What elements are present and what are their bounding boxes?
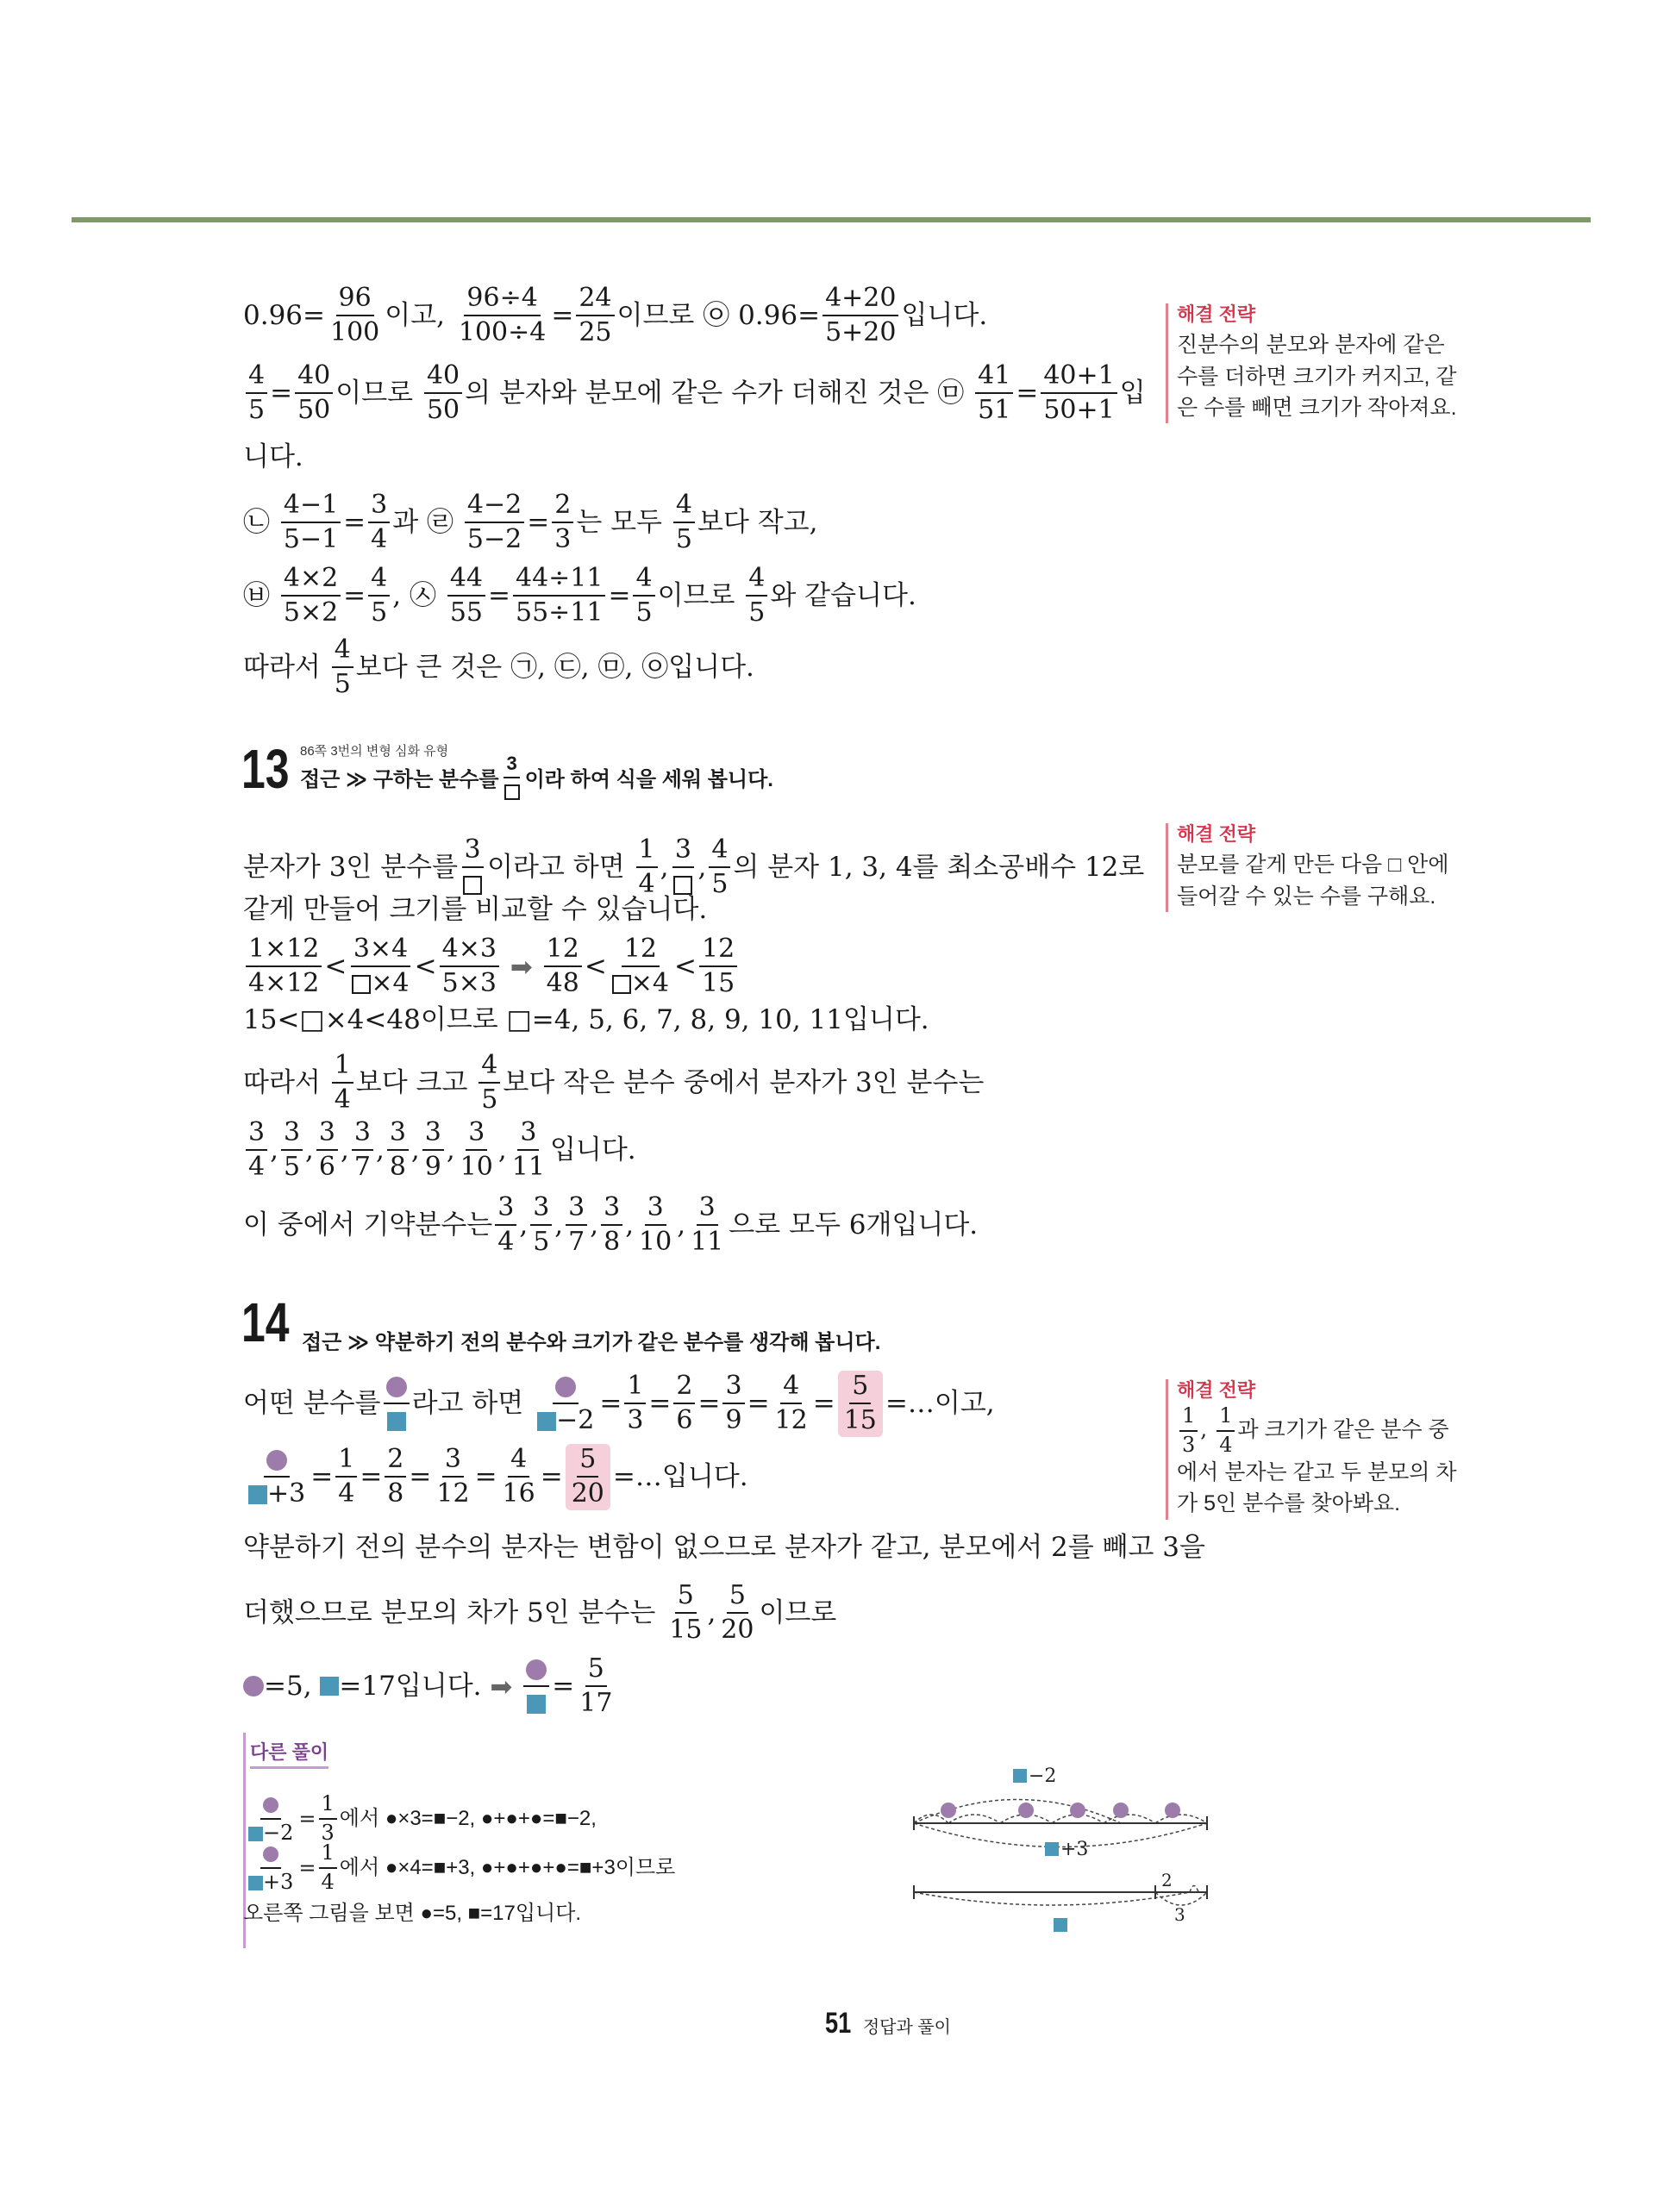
sol12-line6: 따라서 $\frac{4}{5}$ 보다 큰 것은 ㉠, ㉢, ㉤, ㉧입니다. — [243, 634, 754, 700]
square-symbol — [248, 1876, 263, 1890]
fraction: $\frac{1\times 12}{4\times 12}$ — [246, 935, 322, 998]
fraction: $\frac{12}{48}$ — [544, 935, 582, 998]
strategy-heading: 해결 전략 — [1177, 1379, 1256, 1401]
highlighted-fraction: $\frac{5}{15}$ — [838, 1371, 883, 1437]
sol12-line4: ㉡ $\frac{4-1}{5-1}$ = $\frac{3}{4}$ 과 ㉣ $\frac{4-2}{5-2}$ = $\frac{2}{3}$ 는 모두 $\frac{4}{5}$ 보다 작고, — [243, 490, 818, 555]
footer-title: 정답과 풀이 — [862, 2018, 951, 2037]
fraction: $\frac{4}{5}$ — [332, 636, 353, 699]
page-number: 51 — [825, 2007, 852, 2040]
fraction: $\frac{3\times 4}{\times 4}$ — [349, 935, 411, 998]
fraction: $\frac{4-2}{5-2}$ — [465, 491, 524, 554]
fraction: 3 — [460, 836, 485, 899]
sol12-line1: 0.96= $\frac{96}{100}$ 이고, $\frac{96\div 4}{100\div 4}$ = $\frac{24}{25}$ 이므로 ㉧ 0.96= $\frac{4+20}{5+20}$ 입니다. — [243, 283, 988, 348]
fraction: $\frac{5}{15}$ — [669, 1580, 703, 1646]
svg-text:+3: +3 — [1060, 1839, 1089, 1860]
fraction: $\frac{4}{5}$ — [709, 836, 730, 899]
fraction: +3 — [246, 1446, 308, 1509]
q14-line1: 어떤 분수를 라고 하면 −2 = $\frac{1}{3}$ = $\frac{2}{6}$ = $\frac{3}{9}$ = $\frac{4}{12}$ = $\frac{5}{15}$ =…이고, — [243, 1371, 995, 1436]
q14-line4: 더했으므로 분모의 차가 5인 분수는 $\frac{5}{15}$ , $\frac{5}{20}$ 이므로 — [243, 1580, 837, 1646]
fraction: $\frac{1}{3}$ — [319, 1793, 337, 1845]
question-number-13: 13 — [241, 738, 290, 800]
fraction: $\frac{40+1}{50+1}$ — [1041, 362, 1116, 425]
fraction: $\frac{4}{5}$ — [633, 565, 654, 628]
strategy-box-14 — [1166, 1379, 1461, 1520]
q13-line4: 15<□×4<48이므로 □=4, 5, 6, 7, 8, 9, 10, 11입니다. — [243, 1004, 929, 1035]
approach-13: 접근 ≫ 구하는 분수를 3 이라 하여 식을 세워 봅니다. — [300, 753, 773, 802]
strategy-text: 과 크기가 같은 분수 중 — [1237, 1417, 1449, 1442]
circle-symbol — [386, 1377, 407, 1397]
fraction: $\frac{2}{6}$ — [673, 1372, 695, 1435]
sol12-line2: $\frac{4}{5}$ = $\frac{40}{50}$ 이므로 $\frac{40}{50}$ 의 분자와 분모에 같은 수가 더해진 것은 ㉤ $\frac{41}{51}$ = $\frac{40+1}{50+1}$ 입 — [243, 362, 1146, 425]
fraction: $\frac{5}{17}$ — [579, 1653, 613, 1719]
strategy-text: 분모를 같게 만든 다음 □ 안에 들어갈 수 있는 수를 구해요. — [1177, 853, 1449, 909]
fraction: $\frac{1}{4}$ — [1217, 1405, 1235, 1457]
fraction: 3 — [502, 753, 522, 802]
page-footer — [825, 2007, 951, 2040]
alternative-solution-label: 다른 풀이 — [250, 1738, 328, 1769]
fraction: $\frac{3}{8}$ — [601, 1194, 622, 1257]
fraction: $\frac{1}{4}$ — [319, 1842, 337, 1894]
q13-line5: 따라서 $\frac{1}{4}$ 보다 크고 $\frac{4}{5}$ 보다 작은 분수 중에서 분자가 3인 분수는 — [243, 1050, 985, 1115]
fraction: +3 — [246, 1842, 296, 1894]
circle-symbol — [526, 1659, 547, 1680]
fraction: $\frac{4+20}{5+20}$ — [822, 284, 898, 347]
q13-line1: 분자가 3인 분수를 3 이라고 하면 $\frac{1}{4}$ , 3 , $\frac{4}{5}$ 의 분자 1, 3, 4를 최소공배수 12로 — [243, 834, 1145, 900]
circle-markers — [941, 1803, 1180, 1818]
fraction: $\frac{3}{6}$ — [316, 1119, 338, 1182]
circle-symbol — [243, 1676, 264, 1696]
fraction: $\frac{3}{5}$ — [530, 1194, 552, 1257]
q14-line5: =5, =17입니다. ➡ = $\frac{5}{17}$ — [243, 1655, 617, 1718]
strategy-heading: 해결 전략 — [1177, 823, 1256, 845]
fraction: $\frac{2}{8}$ — [385, 1446, 406, 1509]
strategy-fractions: $\frac{1}{3}$ , $\frac{1}{4}$ 과 크기가 같은 분수 중 — [1177, 1405, 1461, 1457]
fraction: $\frac{4}{5}$ — [246, 362, 267, 425]
fraction: $\frac{40}{50}$ — [295, 362, 333, 425]
circle-symbol — [555, 1377, 576, 1397]
arrow-icon: ➡ — [490, 1671, 513, 1702]
segment-diagram — [905, 1759, 1267, 1940]
fraction: $\frac{3}{4}$ — [368, 491, 390, 554]
strategy-heading: 해결 전략 — [1177, 303, 1256, 325]
fraction: $\frac{4\times 2}{5\times 2}$ — [281, 565, 341, 628]
fraction: $\frac{2}{3}$ — [552, 491, 573, 554]
circle-symbol — [263, 1797, 278, 1813]
fraction: $\frac{3}{11}$ — [511, 1117, 545, 1183]
fraction: $\frac{41}{51}$ — [975, 362, 1013, 425]
svg-text:3: 3 — [1174, 1904, 1185, 1925]
fraction: 3 — [671, 836, 695, 899]
fraction: $\frac{3}{10}$ — [639, 1192, 672, 1258]
fraction: $\frac{12}{\times 4}$ — [610, 935, 672, 998]
fraction: $\frac{44}{55}$ — [447, 565, 485, 628]
svg-text:2: 2 — [1161, 1870, 1173, 1890]
question-number-14: 14 — [241, 1291, 290, 1353]
fraction: $\frac{24}{25}$ — [576, 284, 614, 347]
circle-symbol — [263, 1846, 278, 1862]
square-marker — [1054, 1918, 1067, 1932]
fraction: $\frac{1}{3}$ — [1179, 1405, 1198, 1457]
fraction: $\frac{4\times 3}{5\times 3}$ — [440, 935, 499, 998]
fraction: $\frac{3}{9}$ — [722, 1372, 744, 1435]
strategy-text: 에서 분자는 같고 두 분모의 차가 5인 분수를 찾아봐요. — [1177, 1460, 1457, 1516]
square-marker — [1013, 1769, 1027, 1783]
q13-line6: $\frac{3}{4}$ , $\frac{3}{5}$ , $\frac{3}{6}$ , $\frac{3}{7}$ , $\frac{3}{8}$ , $\frac{3}{9}$ , $\frac{3}{10}$ , $\frac{3}{11}$ 입니다. — [243, 1119, 636, 1182]
arrow-icon: ➡ — [510, 951, 533, 982]
fraction: $\frac{4-1}{5-1}$ — [281, 491, 341, 554]
square-symbol — [248, 1827, 263, 1841]
fraction: $\frac{3}{11}$ — [691, 1192, 724, 1258]
fraction: $\frac{1}{4}$ — [332, 1052, 353, 1115]
strategy-text: 진분수의 분모와 분자에 같은 수를 더하면 크기가 커지고, 같은 수를 빼면 크기가 작아져요. — [1177, 333, 1457, 420]
fraction: $\frac{1}{4}$ — [335, 1446, 357, 1509]
fraction: $\frac{40}{50}$ — [424, 362, 462, 425]
fraction: −2 — [246, 1793, 296, 1845]
alt-row3: 오른쪽 그림을 보면 ●=5, ■=17입니다. — [243, 1902, 582, 1925]
fraction: $\frac{4}{5}$ — [746, 565, 767, 628]
fraction: $\frac{4}{5}$ — [368, 565, 390, 628]
fraction: $\frac{3}{10}$ — [460, 1117, 493, 1183]
fraction: $\frac{3}{7}$ — [566, 1194, 587, 1257]
svg-text:−2: −2 — [1029, 1765, 1057, 1787]
fraction — [384, 1372, 410, 1435]
square-symbol — [527, 1695, 546, 1714]
sol12-line5: ㉥ $\frac{4\times 2}{5\times 2}$ = $\frac{4}{5}$ , ㉦ $\frac{44}{55}$ = $\frac{44\div 11}{55\div 11}$ = $\frac{4}{5}$ 이므로 $\frac{4}{5}$ 와 같습니다. — [243, 563, 916, 628]
fraction: $\frac{3}{8}$ — [387, 1119, 409, 1182]
strategy-box-12 — [1166, 303, 1461, 423]
circle-symbol — [266, 1450, 287, 1471]
fraction: $\frac{3}{9}$ — [422, 1119, 444, 1182]
q14-line2: +3 = $\frac{1}{4}$ = $\frac{2}{8}$ = $\frac{3}{12}$ = $\frac{4}{16}$ = $\frac{5}{20}$ =…입니다. — [243, 1444, 748, 1510]
fraction: $\frac{4}{5}$ — [478, 1052, 500, 1115]
strategy-box-13 — [1166, 823, 1461, 912]
fraction: $\frac{4}{12}$ — [774, 1371, 808, 1436]
fraction: $\frac{96}{100}$ — [330, 283, 380, 348]
fraction: $\frac{3}{4}$ — [246, 1119, 267, 1182]
square-symbol — [387, 1412, 406, 1431]
variant-caption: 86쪽 3번의 변형 심화 유형 — [300, 744, 449, 759]
approach-14: 접근 ≫ 약분하기 전의 분수와 크기가 같은 분수를 생각해 봅니다. — [302, 1331, 881, 1354]
fraction: $\frac{44\div 11}{55\div 11}$ — [513, 565, 605, 628]
fraction: −2 — [535, 1372, 597, 1435]
square-marker — [1045, 1842, 1059, 1856]
highlighted-fraction: $\frac{5}{20}$ — [566, 1444, 610, 1510]
alt-row1: −2 = $\frac{1}{3}$ 에서 ●×3=■−2, ●+●+●=■−2, — [243, 1793, 597, 1845]
fraction: $\frac{3}{7}$ — [352, 1119, 373, 1182]
square-symbol — [537, 1412, 556, 1431]
fraction: $\frac{3}{12}$ — [436, 1444, 470, 1509]
fraction: $\frac{4}{5}$ — [673, 491, 695, 554]
q13-line7: 이 중에서 기약분수는 $\frac{3}{4}$ , $\frac{3}{5}$ , $\frac{3}{7}$ , $\frac{3}{8}$ , $\frac{3}{10}$ , $\frac{3}{11}$ 으로 모두 6개입니다. — [243, 1192, 979, 1258]
fraction: $\frac{1}{4}$ — [636, 836, 658, 899]
fraction: $\frac{4}{16}$ — [502, 1444, 535, 1509]
q13-line2: 같게 만들어 크기를 비교할 수 있습니다. — [243, 894, 708, 925]
top-rule — [72, 217, 1591, 222]
alt-row2: +3 = $\frac{1}{4}$ 에서 ●×4=■+3, ●+●+●+●=■+3이므로 — [243, 1842, 675, 1894]
square-symbol — [320, 1677, 339, 1696]
fraction: $\frac{1}{3}$ — [624, 1372, 646, 1435]
fraction: $\frac{3}{5}$ — [281, 1119, 303, 1182]
fraction: $\frac{5}{20}$ — [721, 1580, 754, 1646]
square-symbol — [248, 1485, 267, 1504]
q14-line3: 약분하기 전의 분수의 분자는 변함이 없으므로 분자가 같고, 분모에서 2를 빼고 3을 — [243, 1532, 1205, 1563]
fraction: $\frac{3}{4}$ — [495, 1194, 516, 1257]
fraction — [523, 1655, 549, 1718]
q13-line3: $\frac{1\times 12}{4\times 12}$ < $\frac{3\times 4}{\times 4}$ < $\frac{4\times 3}{5\times 3}$ ➡ $\frac{12}{48}$ < $\frac{12}{\times 4}$ < $\frac{12}{15}$ — [243, 935, 740, 998]
sol12-line3: 니다. — [243, 441, 303, 472]
fraction: $\frac{12}{15}$ — [699, 935, 737, 998]
fraction: $\frac{96\div 4}{100\div 4}$ — [458, 283, 547, 348]
